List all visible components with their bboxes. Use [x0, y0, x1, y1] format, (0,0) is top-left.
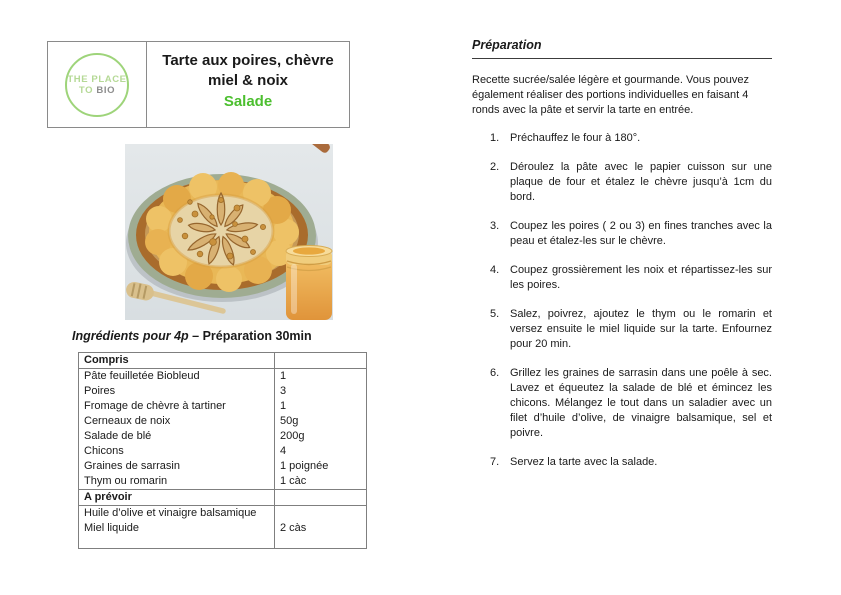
ingredients-table: [78, 352, 367, 549]
ingredient-name: Cerneaux de noix: [84, 415, 171, 427]
table-row: [79, 399, 367, 414]
logo-circle-icon: [65, 53, 129, 117]
ingredient-qty: 1 poignée: [275, 459, 367, 474]
table-row: [79, 459, 367, 474]
table-row: [79, 384, 367, 399]
ingredient-qty: 2 càs: [275, 521, 367, 549]
table-section-row: [79, 490, 367, 506]
section-label: Compris: [79, 353, 275, 369]
logo-line2: TO BIO: [78, 84, 116, 96]
table-row: [79, 506, 367, 522]
brand-logo: [48, 42, 147, 127]
preparation-step: Coupez grossièrement les noix et répartissez-les sur les poires.: [510, 264, 772, 291]
ingredient-name: Miel liquide: [84, 522, 140, 534]
section-label: A prévoir: [79, 490, 275, 506]
preparation-step: Déroulez la pâte avec le papier cuisson sur une plaque de four et étalez le chèvre jusqu’à 1cm du bord.: [510, 161, 772, 203]
preparation-step: Coupez les poires ( 2 ou 3) en fines tranches avec la peau et étalez-les sur le chèvre.: [510, 220, 772, 247]
ingredient-qty: 50g: [275, 414, 367, 429]
pear-tart-illustration: [125, 144, 333, 320]
table-row: [79, 429, 367, 444]
ingredient-name: Salade de blé: [84, 430, 152, 442]
ingredients-heading-italic: Ingrédients pour 4p: [72, 329, 189, 343]
table-row: [79, 444, 367, 459]
ingredient-qty: 200g: [275, 429, 367, 444]
ingredient-qty: 1 càc: [275, 474, 367, 490]
ingredients-heading: [72, 329, 312, 343]
ingredients-heading-rest: – Préparation 30min: [188, 329, 312, 343]
logo-line1: THE PLACE: [67, 73, 127, 85]
preparation-intro: Recette sucrée/salée légère et gourmande. Vous pouvez également réaliser des portions individuelles en faisant 4 ronds avec la pâte et servir la tarte en entrée.: [472, 74, 750, 116]
ingredient-name: Chicons: [84, 445, 124, 457]
preparation-step: Servez la tarte avec la salade.: [510, 456, 658, 468]
recipe-subtitle: Salade: [223, 93, 273, 110]
preparation-step: Salez, poivrez, ajoutez le thym ou le romarin et versez ensuite le miel liquide sur la tarte. Enfournez pour 20 min.: [510, 308, 772, 350]
recipe-title-line1: Tarte aux poires, chèvre: [162, 52, 334, 69]
ingredient-qty: 4: [275, 444, 367, 459]
recipe-title-line2: miel & noix: [207, 72, 289, 89]
table-row: [79, 474, 367, 490]
recipe-title-cell: [147, 42, 349, 127]
table-row: [79, 369, 367, 385]
ingredient-name: Pâte feuilletée Biobleud: [84, 370, 200, 382]
recipe-photo: [125, 144, 333, 320]
table-row: [79, 414, 367, 429]
ingredient-name: Thym ou romarin: [84, 475, 168, 487]
ingredient-qty: 1: [275, 399, 367, 414]
ingredient-qty: 1: [275, 369, 367, 385]
preparation-step: Grillez les graines de sarrasin dans une poêle à sec. Lavez et équeutez la salade de blé et émincez les chicons. Mélangez le tout dans un saladier avec un filet d’huile d’olive, de vinaigre balsamique, sel et poivre.: [510, 367, 772, 439]
table-section-row: [79, 353, 367, 369]
preparation-heading: Préparation: [472, 38, 772, 59]
preparation-step: Préchauffez le four à 180°.: [510, 132, 641, 144]
ingredient-name: Graines de sarrasin: [84, 460, 180, 472]
preparation-section: [472, 38, 772, 470]
ingredient-name: Poires: [84, 385, 116, 397]
ingredient-qty: 3: [275, 384, 367, 399]
preparation-steps: [472, 131, 772, 470]
ingredient-name: Huile d’olive et vinaigre balsamique: [84, 507, 257, 519]
recipe-card-header: [47, 41, 350, 128]
honey-jar-illustration: [286, 246, 332, 321]
table-row: [79, 521, 367, 549]
ingredient-qty: [275, 506, 367, 522]
ingredient-name: Fromage de chèvre à tartiner: [84, 400, 226, 412]
